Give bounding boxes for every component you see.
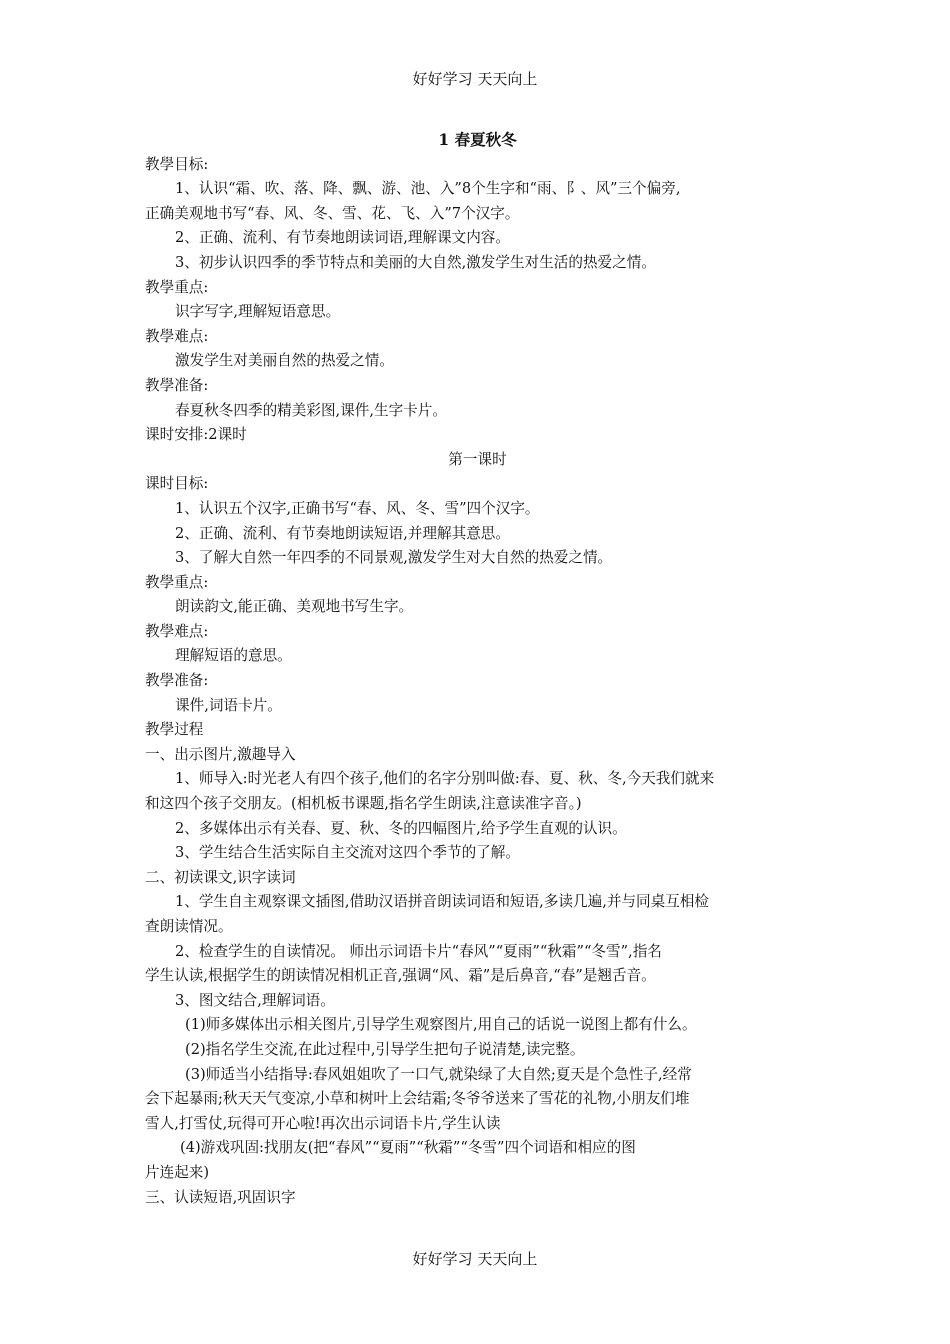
text-line: 教學难点:	[145, 622, 209, 640]
text-line: 课件,词语卡片。	[175, 696, 282, 714]
text-line: 三、认读短语,巩固识字	[145, 1188, 296, 1206]
text-line: 2、正确、流利、有节奏地朗读词语,理解课文内容。	[175, 229, 510, 247]
text-line: 理解短语的意思。	[175, 647, 292, 665]
document-body	[145, 128, 810, 1210]
text-line: 1、学生自主观察课文插图,借助汉语拼音朗读词语和短语,多读几遍,并与同桌互相检	[175, 893, 709, 911]
text-line: 3、学生结合生活实际自主交流对这四个季节的了解。	[175, 844, 520, 862]
text-line: 朗读韵文,能正确、美观地书写生字。	[175, 598, 414, 616]
text-line: 教學难点:	[145, 327, 209, 345]
text-line: 2、正确、流利、有节奏地朗读短语,并理解其意思。	[175, 524, 510, 542]
text-line: 教學准备:	[145, 672, 209, 690]
page-footer: 好好学习 天天向上	[412, 1250, 538, 1268]
section-heading: 第一课时	[448, 450, 507, 468]
text-line: 1、师导入:时光老人有四个孩子,他们的名字分别叫做:春、夏、秋、冬,今天我们就来	[175, 770, 715, 788]
text-line: 二、初读课文,识字读词	[145, 868, 296, 886]
lesson-title: 1 春夏秋冬	[438, 130, 517, 149]
text-line: 2、多媒体出示有关春、夏、秋、冬的四幅图片,给予学生直观的认识。	[175, 819, 627, 837]
text-line: 1、认识“霜、吹、落、降、飘、游、池、入”8个生字和“雨、阝、风”三个偏旁,	[175, 180, 681, 198]
text-line: 会下起暴雨;秋天天气变凉,小草和树叶上会结霜;冬爷爷送来了雪花的礼物,小朋友们堆	[145, 1090, 690, 1108]
text-line: 课时目标:	[145, 475, 209, 493]
text-line: (4)游戏巩固:找朋友(把“春风”“夏雨”“秋霜”“冬雪”四个词语和相应的图	[180, 1139, 636, 1157]
text-line: (2)指名学生交流,在此过程中,引导学生把句子说清楚,读完整。	[185, 1040, 585, 1058]
text-line: 片连起来)	[145, 1163, 210, 1181]
text-line: 教學过程	[145, 721, 204, 739]
text-line: (1)师多媒体出示相关图片,引导学生观察图片,用自己的话说一说图上都有什么。	[185, 1016, 697, 1034]
text-line: 正确美观地书写“春、风、冬、雪、花、飞、入”7个汉字。	[145, 204, 520, 222]
page-header: 好好学习 天天向上	[412, 70, 538, 88]
text-line: 课时安排:2课时	[145, 426, 247, 444]
text-line: 一、出示图片,激趣导入	[145, 745, 296, 763]
text-line: 2、检查学生的自读情况。 师出示词语卡片“春风”“夏雨”“秋霜”“冬雪”,指名	[175, 942, 662, 960]
text-line: 3、初步认识四季的季节特点和美丽的大自然,激发学生对生活的热爱之情。	[175, 253, 656, 271]
text-line: 识字写字,理解短语意思。	[175, 303, 341, 321]
text-line: 3、了解大自然一年四季的不同景观,激发学生对大自然的热爱之情。	[175, 549, 613, 567]
text-line: 激发学生对美丽自然的热爱之情。	[175, 352, 394, 370]
text-line: 查朗读情况。	[145, 918, 233, 935]
text-line: 学生认读,根据学生的朗读情况相机正音,强调“风、霜”是后鼻音,“春”是翘舌音。	[145, 967, 656, 985]
text-line: 教學准备:	[145, 376, 209, 394]
text-line: (3)师适当小结指导:春风姐姐吹了一口气,就染绿了大自然;夏天是个急性子,经常	[185, 1065, 692, 1083]
text-line: 教學重点:	[145, 278, 209, 296]
text-line: 1、认识五个汉字,正确书写“春、风、冬、雪”四个汉字。	[175, 499, 540, 517]
text-line: 教學重点:	[145, 573, 209, 591]
text-line: 雪人,打雪仗,玩得可开心啦!再次出示词语卡片,学生认读	[145, 1114, 501, 1132]
text-line: 3、图文结合,理解词语。	[175, 991, 335, 1009]
text-line: 春夏秋冬四季的精美彩图,课件,生字卡片。	[175, 401, 447, 419]
text-line: 教學目标:	[145, 155, 209, 173]
text-line: 和这四个孩子交朋友。(相机板书课题,指名学生朗读,注意读准字音。)	[145, 795, 582, 813]
